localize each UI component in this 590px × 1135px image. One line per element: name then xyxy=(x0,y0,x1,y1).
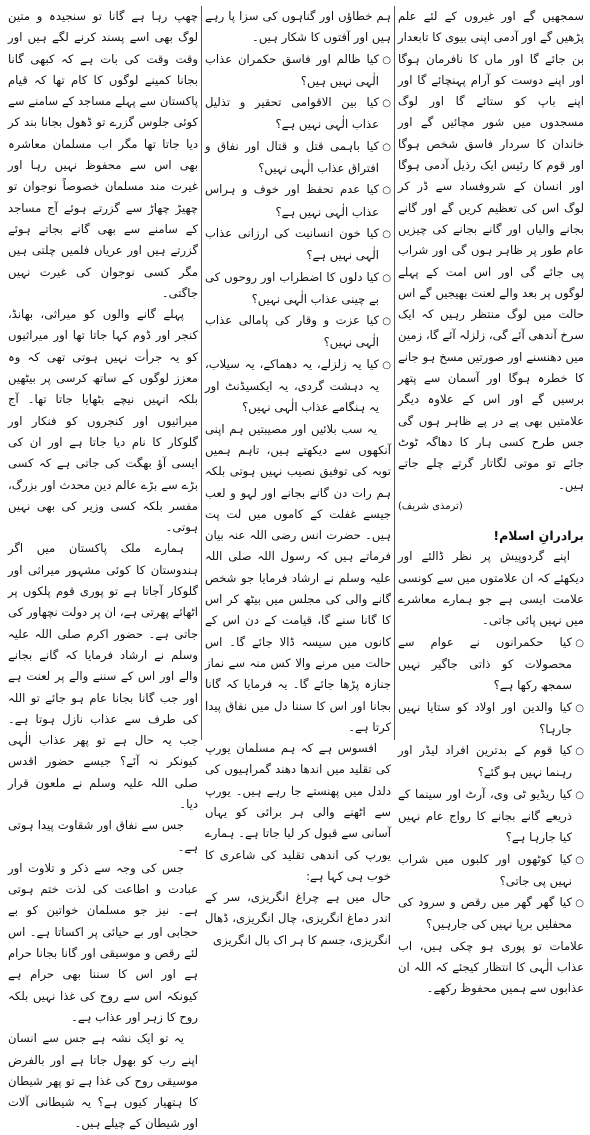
paragraph: پہلے گانے والوں کو میراثی، بھانڈ، کنجر اور ڈوم کہا جاتا تھا اور میراثیوں کو یہ جرأت نہیں ہوتی تھی کہ وہ معزز لوگوں کے ساتھ کرسی پر بیٹھیں بلکہ انہیں نیچے بٹھایا جاتا تھا۔ آج میراثیوں اور کنجروں کو فنکار اور گلوکار کا نام دیا جاتا ہے اور ان کی ایسی آؤ بھگت کی جاتی ہے کہ کسی بڑے سے بڑے عالم دین محدث اور بزرگ، مفسر بلکہ کسی وزیر کی بھی نہیں ہوتی۔ xyxy=(8,307,198,535)
question-text: کیا کوٹھوں اور کلبوں میں شراب نہیں پی جاتی؟ xyxy=(398,851,572,888)
circle-bullet-icon: ○ xyxy=(382,54,391,66)
circle-bullet-icon: ○ xyxy=(382,228,391,240)
paragraph: ہم خطاؤں اور گناہوں کی سزا پا رہے ہیں اور آفتوں کا شکار ہیں۔ xyxy=(205,9,391,45)
question-text: کیا خون انسانیت کی ارزانی عذاب الٰہی نہیں ہے؟ xyxy=(205,225,379,263)
question-item xyxy=(205,267,391,311)
question-item xyxy=(205,92,391,136)
circle-bullet-icon: ○ xyxy=(382,98,391,110)
question-item xyxy=(398,849,584,893)
question-item xyxy=(205,223,391,267)
section-heading: برادرانِ اسلام! xyxy=(493,528,584,544)
paragraph: جس کی وجہ سے ذکر و تلاوت اور عبادت و اطاعت کی لذت ختم ہوتی ہے۔ نیز جو مسلمان خواتین کو بے حجابی اور بے حیائی پر اکساتا ہے۔ اس لئے رقص و موسیقی اور گانا بجانا حرام ہے اور اس کا سننا بھی حرام ہے کیونکہ اس سے روح کی غذا نہیں بلکہ روح کا زہر اور عذاب ہے۔ xyxy=(8,860,198,1024)
column-left xyxy=(8,6,198,1131)
circle-bullet-icon: ○ xyxy=(575,854,584,866)
question-item xyxy=(398,632,584,697)
question-item xyxy=(205,49,391,93)
question-text: کیا گھر گھر میں رقص و سرود کی محفلیں برپا نہیں کی جارہیں؟ xyxy=(398,895,572,932)
circle-bullet-icon: ○ xyxy=(382,359,391,371)
column-right xyxy=(398,6,584,996)
question-text: کیا عدم تحفظ اور خوف و ہراس عذاب الٰہی نہیں ہے؟ xyxy=(205,182,379,219)
question-text: کیا حکمرانوں نے عوام سے محصولات کو ذاتی جاگیر نہیں سمجھ رکھا ہے؟ xyxy=(398,634,572,693)
circle-bullet-icon: ○ xyxy=(575,637,584,649)
column-divider xyxy=(394,6,395,740)
column-divider xyxy=(201,6,202,740)
paragraph: یہ تو ایک نشہ ہے جس سے انسان اپنے رب کو بھول جاتا ہے اور بالفرض موسیقی روح کی غذا ہے تو پھر شیطان کا ہتھیار کیوں ہے؟ یہ شیطانی آلات اور شیطان کے چیلے ہیں۔ xyxy=(8,1031,198,1131)
circle-bullet-icon: ○ xyxy=(575,702,584,714)
question-text: کیا بین الاقوامی تحقیر و تذلیل عذاب الٰہی نہیں ہے؟ xyxy=(205,95,379,132)
question-item xyxy=(398,892,584,936)
question-item xyxy=(205,354,391,419)
question-text: کیا والدین اور اولاد کو ستایا نہیں جارہا؟ xyxy=(398,699,572,736)
question-text: کیا قوم کے بدترین افراد لیڈر اور رہنما نہیں ہو گئے؟ xyxy=(398,743,572,780)
question-item xyxy=(398,740,584,784)
question-item xyxy=(205,310,391,354)
verse: حال میں ہے چراغ انگریزی، سر کے اندر دماغ انگریزی، چال انگریزی، ڈھال انگریزی، جسم کا ہر اک بال انگریزی xyxy=(205,890,391,947)
paragraph: ہمارے ملک پاکستان میں اگر ہندوستان کا کوئی مشہور میراثی اور گلوکار آجاتا ہے تو پوری قوم پلکوں پر اٹھائے پھرتی ہے، ان پر دولت نچھاور کی جاتی ہے۔ حضور اکرم صلی اللہ علیہ وسلم نے ارشاد فرمایا کہ گانے بجانے والے اور اس کے سننے والے پر لعنت ہے اور جب گانا بجانا عام ہو جائے تو اللہ کی طرف سے عذاب نازل ہوتا ہے۔ جب یہ حال ہے تو پھر عذاب الٰہی کیونکر نہ آئے؟ جیسے حضور اقدس صلی اللہ علیہ وسلم نے ملعون قرار دیا۔ xyxy=(8,541,198,811)
question-item xyxy=(205,179,391,223)
source-citation: (ترمذی شریف) xyxy=(398,500,463,512)
paragraph: یہ سب بلائیں اور مصیبتیں ہم اپنی آنکھوں سے دیکھتے ہیں، تاہم ہمیں توبہ کی توفیق نصیب نہیں ہوتی بلکہ ہم رات دن گانے بجانے اور لہو و لعب جیسے غفلت کے کاموں میں لت پت ہیں۔ حضرت انس رضی اللہ عنہ بیان فرماتے ہیں کہ رسول اللہ صلی اللہ علیہ وسلم نے ارشاد فرمایا جو شخص گانے والی کی مجلس میں بیٹھ کر اس کا گانا سنے گا، قیامت کے دن اس کے کانوں میں سیسہ ڈالا جائے گا۔ اس حالت میں مرنے والا کس منہ سے نماز جنازہ پڑھا جائے گا۔ یہ فرمایا کہ گانا بجانا اور اس کا سننا دل میں نفاق پیدا کرتا ہے۔ xyxy=(205,421,391,734)
circle-bullet-icon: ○ xyxy=(575,746,584,758)
circle-bullet-icon: ○ xyxy=(382,185,391,197)
circle-bullet-icon: ○ xyxy=(575,898,584,910)
circle-bullet-icon: ○ xyxy=(382,316,391,328)
paragraph: چھپ رہا ہے گانا تو سنجیدہ و متین لوگ بھی اسے پسند کرنے لگے ہیں اور وقت وقت کی بات ہے کہ کبھی گانا بجانا کمینے لوگوں کا کام تھا کہ قیام پاکستان سے پہلے مساجد کے سامنے سے کوئی جلوس گزرے تو ڈھول بجانا بند کر دیا جاتا تھا مگر اب مسلمان معاشرہ بھی اس سے محفوظ نہیں رہا اور غیرت مند مسلمان خصوصاً نوجوان تو چھیڑ چھاڑ سے گزرتے ہوئے آج مساجد کے سامنے سے بھی گانے بجاتے ہوئے گزرتے ہیں اور عریاں فلمیں چلتی ہیں مگر کسی نوجوان کی غیرت نہیں جاگتی۔ xyxy=(8,9,198,300)
circle-bullet-icon: ○ xyxy=(575,789,584,801)
question-text: کیا ظالم اور فاسق حکمران عذاب الٰہی نہیں ہیں؟ xyxy=(205,51,379,88)
question-text: کیا ریڈیو ٹی وی، آرٹ اور سینما کے ذریعے گانے بجانے کا رواج عام نہیں کیا جارہا ہے؟ xyxy=(398,786,572,845)
circle-bullet-icon: ○ xyxy=(382,272,391,284)
paragraph: اپنے گردوپیش پر نظر ڈالئے اور دیکھئے کہ ان علامتوں میں سے کونسی علامت ایسی ہے جو ہمارے معاشرے میں نہیں پائی جاتی۔ xyxy=(398,549,584,628)
question-text: کیا باہمی قتل و قتال اور نفاق و افتراق عذاب الٰہی نہیں؟ xyxy=(205,138,379,176)
question-text: کیا دلوں کا اضطراب اور روحوں کی بے چینی عذاب الٰہی نہیں؟ xyxy=(205,269,379,306)
question-text: کیا یہ زلزلے، یہ دھماکے، یہ سیلاب، یہ دہشت گردی، یہ ایکسیڈنٹ اور یہ ہنگامے عذاب الٰہی نہیں؟ xyxy=(205,356,379,415)
column-middle xyxy=(205,6,391,947)
paragraph: سمجھیں گے اور غیروں کے لئے علم پڑھیں گے اور آدمی اپنی بیوی کا تابعدار بن جائے گا اور ماں کا نافرمان ہوگا اور اپنے دوست کو آرام پہنچائے گا اور اپنے باپ کو ستائے گا اور لوگ مسجدوں میں شور مچائیں گے اور خاندان کا سردار فاسق شخص ہوگا اور قوم کا رئیس ایک رذیل آدمی ہوگا اور انسان کے شروفساد سے ڈر کر لوگ اس کی تعظیم کریں گے اور گانے بجانے والیاں اور گانے بجانے کی چیزیں عام طور پر ظاہر ہوں گی اور شراب پی جائے گی اور اس امت کے پہلے لوگوں پر بعد والے لعنت بھیجیں گے اس حالت میں لوگ منتظر رہیں کہ ایک سرخ آندھی آئے گی، زلزلہ آئے گا، زمین میں دھنسنے اور صورتیں مسخ ہو جانے کا خطرہ ہوگا اور آسمان سے پتھر برسیں گے اور اس کے علاوہ دیگر علامتیں بھی پے در پے ظاہر ہوں گی جس طرح کسی ہار کا دھاگہ ٹوٹ جائے تو موتی لگاتار گرتے چلے جاتے ہیں۔ xyxy=(398,9,584,492)
circle-bullet-icon: ○ xyxy=(382,141,391,153)
paragraph: افسوس ہے کہ ہم مسلمان یورپ کی تقلید میں اندھا دھند گمراہیوں کی دلدل میں پھنستے جا رہے ہیں۔ یورپ سے اٹھنے والی ہر برائی کو یہاں آسانی سے قبول کر لیا جاتا ہے۔ ہمارے یورپ کی اندھی تقلید کی شاعری کا خوب ہی کہا ہے: xyxy=(205,741,391,883)
paragraph: علامات تو پوری ہو چکی ہیں، اب عذاب الٰہی کا انتظار کیجئے کہ اللہ ان عذابوں سے ہمیں محفوظ رکھے۔ xyxy=(398,938,584,996)
question-item xyxy=(398,784,584,849)
question-item xyxy=(205,136,391,180)
question-item xyxy=(398,697,584,741)
question-text: کیا عزت و وقار کی پامالی عذاب الٰہی نہیں؟ xyxy=(205,313,379,350)
paragraph: جس سے نفاق اور شقاوت پیدا ہوتی ہے۔ xyxy=(8,818,198,854)
